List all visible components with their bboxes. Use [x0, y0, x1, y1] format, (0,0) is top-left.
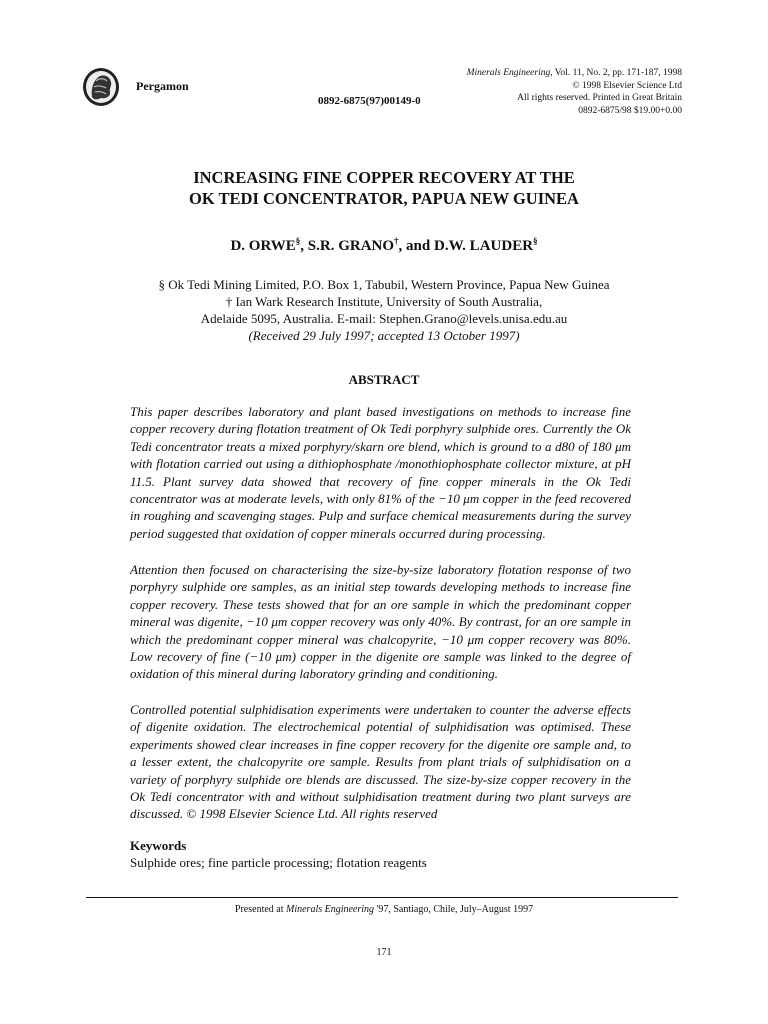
presented-suffix: '97, Santiago, Chile, July–August 1997	[374, 904, 534, 915]
abstract-paragraph-1: This paper describes laboratory and plant based investigations on methods to increase fine copper recovery during flotation treatment of Ok Tedi porphyry sulphide ores. Currently the Ok Tedi concentrator treats a mixed porphyry/skarn ore blend, which is ground to a d80 of 180 μm with flotation carried out using a dithiophosphate /monothiophosphate collector mixture, at pH 11.5. Plant survey data showed that recovery of fine copper minerals in the Ok Tedi concentrator was at moderate levels, with only 81% of the −10 μm copper in the feed recovered in roughing and scavenging stages. Pulp and surface chemical measurements during the survey period suggested that oxidation of copper minerals occurred during processing.	[130, 404, 631, 541]
keywords-text: Sulphide ores; fine particle processing; flotation reagents	[130, 855, 427, 870]
copyright-line: © 1998 Elsevier Science Ltd	[572, 80, 682, 91]
footer-divider	[86, 897, 678, 898]
publisher-name: Pergamon	[136, 79, 189, 93]
author-list	[0, 236, 768, 255]
author-3-mark: §	[533, 236, 538, 246]
author-1: D. ORWE	[230, 238, 296, 254]
doi: 0892-6875(97)00149-0	[318, 95, 421, 107]
journal-name: Minerals Engineering	[466, 68, 551, 78]
abstract-paragraph-3: Controlled potential sulphidisation experiments were undertaken to counter the adverse effects of digenite oxidation. The electrochemical potential of sulphidisation was optimised. These experiments showed clear increases in fine copper recovery for the digenite ore sample and, to a lesser extent, the chalcopyrite ore sample. Results from plant trials of sulphidisation on a variety of porphyry sulphide ore blends are discussed. The size-by-size copper recovery in the Ok Tedi concentrator with and without sulphidisation treatment during two plant surveys are discussed. © 1998 Elsevier Science Ltd. All rights reserved	[130, 702, 631, 822]
title-line-1: INCREASING FINE COPPER RECOVERY AT THE	[193, 168, 575, 187]
journal-ref: , Vol. 11, No. 2, pp. 171-187, 1998	[550, 68, 682, 78]
affiliations	[0, 276, 768, 344]
publisher-logo	[82, 67, 120, 107]
journal-citation	[467, 67, 682, 80]
affiliation-3: Adelaide 5095, Australia. E-mail: Stephen.Grano@levels.unisa.edu.au	[200, 311, 568, 326]
keywords-heading: Keywords	[130, 838, 187, 853]
presented-note	[0, 904, 768, 915]
affiliation-2: † Ian Wark Research Institute, University of South Australia,	[225, 294, 543, 309]
paper-title	[0, 167, 768, 209]
presented-journal: Minerals Engineering	[286, 904, 375, 915]
abstract-paragraph-2: Attention then focused on characterising the size-by-size laboratory flotation response of two porphyry sulphide ore samples, as an initial step towards developing methods to increase fine copper recovery. These tests showed that for an ore sample in which the predominant copper mineral was digenite, −10 μm copper recovery was only 40%. By contrast, for an ore sample in which the predominant copper mineral was chalcopyrite, −10 μm copper recovery was 80%. Low recovery of fine (−10 μm) copper in the digenite ore sample was linked to the degree of oxidation of this mineral during laboratory grinding and conditioning.	[130, 562, 631, 682]
title-line-2: OK TEDI CONCENTRATOR, PAPUA NEW GUINEA	[189, 189, 579, 208]
author-2: , S.R. GRANO	[300, 238, 395, 254]
rights-line: All rights reserved. Printed in Great Britain	[517, 93, 682, 103]
affiliation-1: § Ok Tedi Mining Limited, P.O. Box 1, Tabubil, Western Province, Papua New Guinea	[158, 277, 610, 292]
author-2-mark: †	[394, 236, 399, 246]
received-dates: (Received 29 July 1997; accepted 13 October 1997)	[248, 328, 520, 343]
presented-prefix: Presented at	[234, 904, 286, 915]
author-1-mark: §	[295, 236, 301, 246]
journal-info	[467, 67, 682, 117]
price-line: 0892-6875/98 $19.00+0.00	[578, 105, 682, 116]
author-3: , and D.W. LAUDER	[398, 238, 534, 254]
page-number: 171	[376, 947, 392, 958]
abstract-heading: ABSTRACT	[348, 372, 420, 387]
